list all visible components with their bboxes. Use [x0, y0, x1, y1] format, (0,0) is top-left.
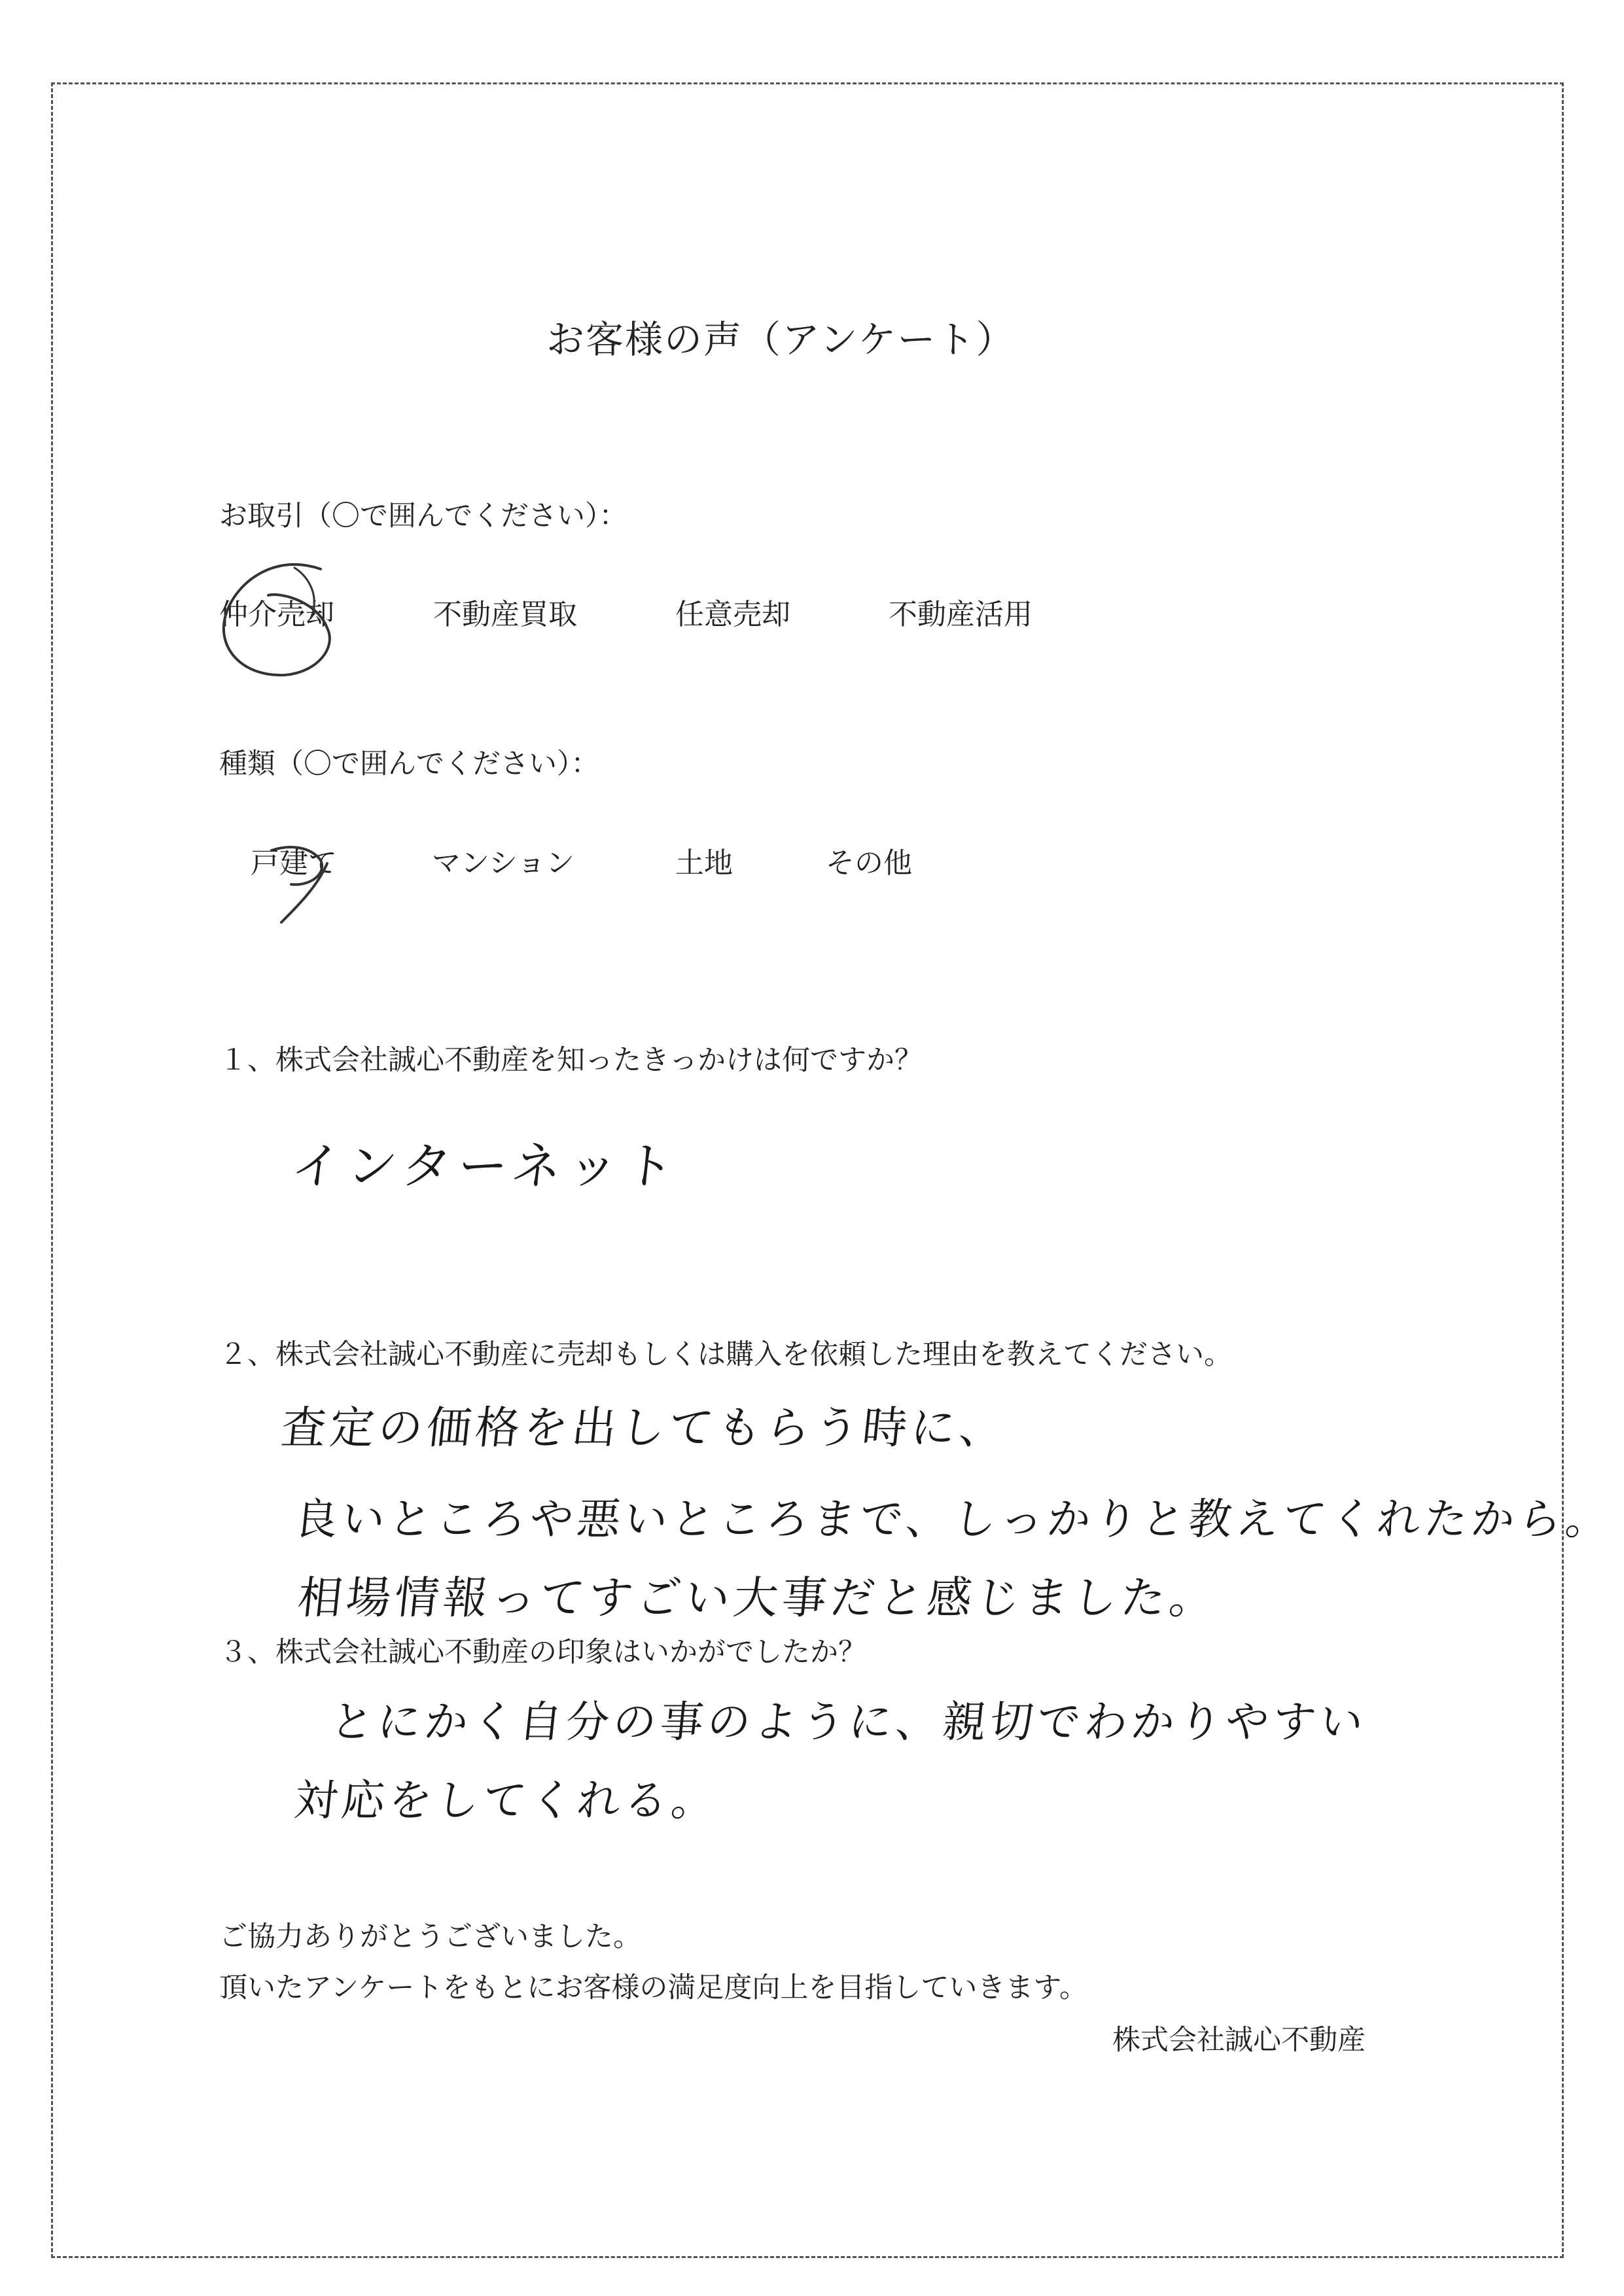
property-option-detached-house[interactable]: 戸建て	[251, 846, 337, 880]
answer-3-line-1: とにかく自分の事のように、親切でわかりやすい	[328, 1697, 1370, 1747]
answer-1: インターネット	[288, 1137, 684, 1195]
question-1: １、株式会社誠心不動産を知ったきっかけは何ですか？	[219, 1044, 923, 1077]
transaction-option-utilization[interactable]: 不動産活用	[889, 598, 1033, 631]
property-option-other[interactable]: その他	[826, 846, 912, 880]
property-option-condominium[interactable]: マンション	[432, 846, 575, 880]
question-3: ３、株式会社誠心不動産の印象はいかがでしたか？	[219, 1636, 866, 1669]
answer-2-line-1: 査定の価格を出してもらう時に、	[278, 1402, 1011, 1454]
transaction-option-brokerage-sale[interactable]: 仲介売却	[219, 598, 334, 631]
company-name: 株式会社誠心不動産	[1112, 2024, 1366, 2057]
closing-thanks: ご協力ありがとうございました。	[219, 1921, 641, 1953]
transaction-label: お取引（〇で囲んでください）：	[219, 500, 627, 532]
property-option-land[interactable]: 土地	[675, 846, 733, 880]
answer-2-line-3: 相場情報ってすごい大事だと感じました。	[294, 1573, 1221, 1624]
answer-2-line-2: 良いところや悪いところまで、しっかりと教えてくれたから。	[292, 1494, 1615, 1544]
transaction-option-voluntary-sale[interactable]: 任意売却	[675, 598, 790, 631]
selection-circle-mark	[196, 556, 366, 687]
selection-check-mark	[258, 824, 350, 929]
property-type-label: 種類（〇で囲んでください）：	[219, 748, 599, 780]
transaction-option-purchase[interactable]: 不動産買取	[433, 598, 577, 631]
answer-3-line-2: 対応をしてくれる。	[292, 1775, 722, 1826]
question-2: ２、株式会社誠心不動産に売却もしくは購入を依頼した理由を教えてください。	[219, 1338, 1232, 1371]
page-title: お客様の声（アンケート）	[546, 317, 1015, 362]
closing-message: 頂いたアンケートをもとにお客様の満足度向上を目指していきます。	[219, 1972, 1087, 2004]
